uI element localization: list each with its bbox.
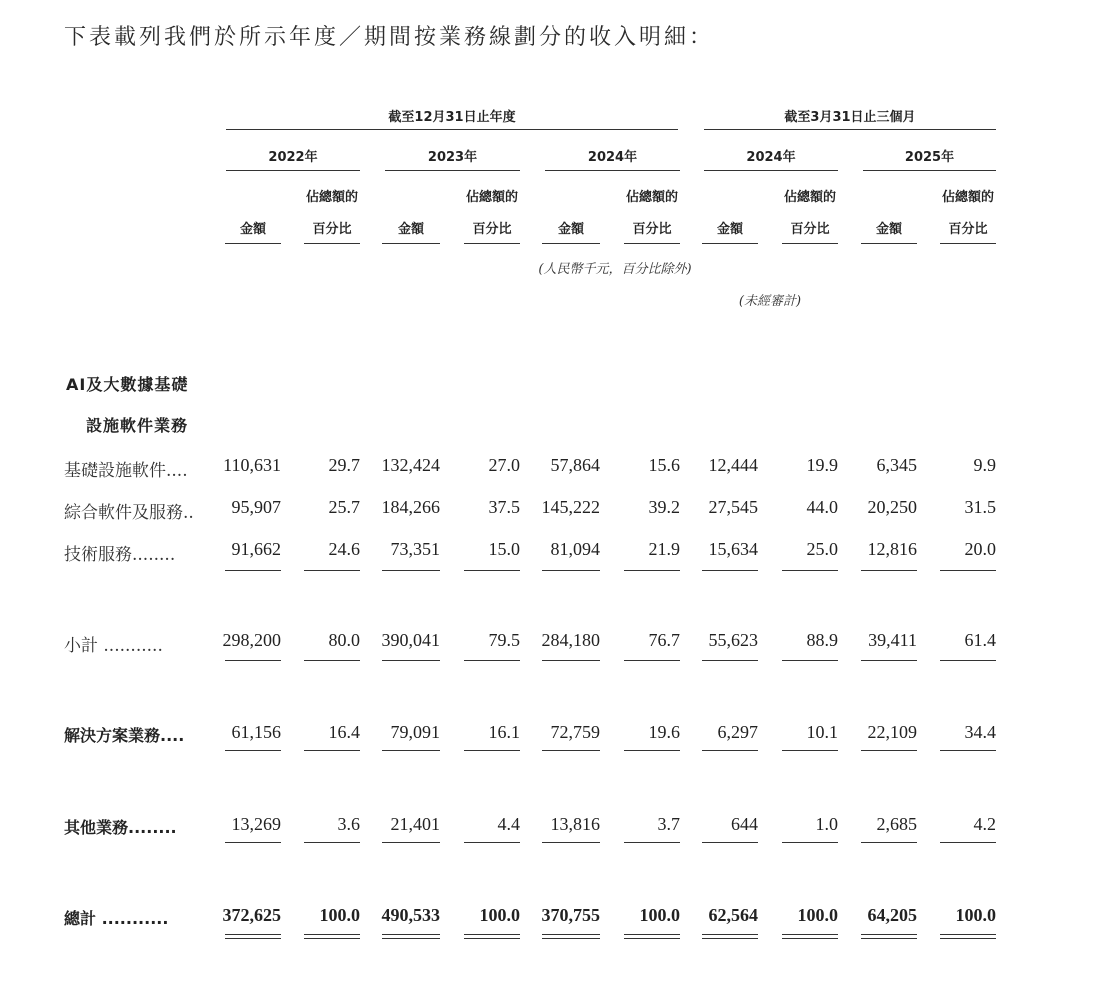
col-header-rule (542, 243, 600, 244)
cell-underline (940, 842, 996, 843)
cell-value: 25.7 (328, 497, 360, 517)
group-header-quarter: 截至3月31日止三個月 (784, 110, 916, 125)
intro-text: 下表載列我們於所示年度／期間按業務線劃分的收入明細： (64, 25, 715, 50)
cell-value: 19.9 (806, 455, 838, 475)
cell-underline (624, 934, 680, 939)
cell-underline (542, 660, 600, 661)
cell-value: 12,816 (867, 539, 917, 559)
cell-underline (225, 842, 281, 843)
cell-value: 2,685 (876, 814, 917, 834)
cell-value: 73,351 (390, 539, 440, 559)
cell-value: 132,424 (381, 455, 440, 475)
cell-underline (542, 934, 600, 939)
cell-value: 100.0 (639, 905, 680, 925)
cell-value: 61,156 (231, 722, 281, 742)
cell-underline (304, 750, 360, 751)
row-label: 綜合軟件及服務.. (64, 503, 194, 523)
cell-value: 100.0 (319, 905, 360, 925)
cell-value: 16.4 (328, 722, 360, 742)
cell-underline (542, 570, 600, 571)
col-header-amount: 金額 (875, 222, 902, 237)
cell-underline (382, 660, 440, 661)
col-header-pct: 百分比 (312, 222, 352, 237)
cell-value: 4.4 (497, 814, 520, 834)
col-header-pct: 佔總額的 (305, 190, 358, 205)
cell-underline (782, 570, 838, 571)
col-header-pct: 百分比 (472, 222, 512, 237)
col-header-pct: 百分比 (790, 222, 830, 237)
cell-value: 370,755 (541, 905, 600, 925)
cell-underline (624, 570, 680, 571)
section-title: 設施軟件業務 (86, 416, 189, 435)
cell-underline (464, 750, 520, 751)
cell-value: 79.5 (488, 630, 520, 650)
cell-underline (702, 750, 758, 751)
cell-underline (624, 842, 680, 843)
cell-underline (940, 750, 996, 751)
cell-underline (702, 842, 758, 843)
cell-underline (542, 750, 600, 751)
cell-value: 15.6 (648, 455, 680, 475)
cell-value: 12,444 (708, 455, 758, 475)
cell-value: 57,864 (550, 455, 600, 475)
col-header-pct: 百分比 (632, 222, 672, 237)
col-header-rule (624, 243, 680, 244)
col-header-amount: 金額 (716, 222, 743, 237)
col-header-rule (304, 243, 360, 244)
col-header-rule (940, 243, 996, 244)
cell-underline (225, 934, 281, 939)
cell-underline (940, 934, 996, 939)
year-header: 2022年 (268, 150, 318, 165)
cell-underline (225, 750, 281, 751)
cell-underline (861, 570, 917, 571)
cell-underline (782, 934, 838, 939)
cell-underline (225, 660, 281, 661)
row-label: 基礎設施軟件.... (64, 461, 188, 481)
cell-value: 15,634 (708, 539, 758, 559)
cell-value: 100.0 (479, 905, 520, 925)
cell-underline (782, 750, 838, 751)
cell-underline (940, 570, 996, 571)
cell-underline (382, 750, 440, 751)
cell-value: 79,091 (390, 722, 440, 742)
cell-value: 13,816 (550, 814, 600, 834)
cell-underline (304, 934, 360, 939)
cell-value: 298,200 (222, 630, 281, 650)
cell-value: 16.1 (488, 722, 520, 742)
year-header: 2025年 (904, 150, 955, 165)
cell-underline (940, 660, 996, 661)
col-header-amount: 金額 (557, 222, 584, 237)
cell-value: 95,907 (231, 497, 281, 517)
cell-underline (624, 660, 680, 661)
cell-value: 61.4 (964, 630, 996, 650)
cell-value: 100.0 (797, 905, 838, 925)
col-header-rule (382, 243, 440, 244)
col-header-pct: 佔總額的 (941, 190, 994, 205)
cell-value: 44.0 (806, 497, 838, 517)
cell-value: 15.0 (488, 539, 520, 559)
cell-value: 21.9 (648, 539, 680, 559)
year-header-rule (704, 170, 838, 171)
cell-underline (624, 750, 680, 751)
cell-value: 184,266 (381, 497, 440, 517)
cell-value: 21,401 (390, 814, 440, 834)
col-header-amount: 金額 (239, 222, 266, 237)
cell-value: 62,564 (708, 905, 758, 925)
cell-value: 25.0 (806, 539, 838, 559)
row-label: 解決方案業務.... (64, 726, 185, 745)
cell-value: 81,094 (550, 539, 600, 559)
cell-value: 145,222 (541, 497, 600, 517)
cell-underline (382, 934, 440, 939)
group-header-rule (704, 129, 996, 130)
cell-value: 72,759 (550, 722, 600, 742)
cell-value: 9.9 (973, 455, 996, 475)
col-header-pct: 佔總額的 (625, 190, 678, 205)
year-header-rule (545, 170, 680, 171)
cell-underline (382, 842, 440, 843)
cell-underline (382, 570, 440, 571)
cell-underline (225, 570, 281, 571)
cell-value: 3.6 (337, 814, 360, 834)
cell-value: 76.7 (648, 630, 680, 650)
year-header: 2024年 (746, 150, 796, 165)
cell-underline (702, 570, 758, 571)
cell-value: 27,545 (708, 497, 758, 517)
cell-value: 24.6 (328, 539, 360, 559)
cell-underline (782, 842, 838, 843)
col-header-rule (464, 243, 520, 244)
cell-underline (861, 750, 917, 751)
year-header-rule (863, 170, 996, 171)
cell-value: 55,623 (708, 630, 758, 650)
cell-underline (464, 660, 520, 661)
currency-note: (人民幣千元，百分比除外) (538, 262, 692, 277)
cell-value: 80.0 (328, 630, 360, 650)
cell-value: 284,180 (541, 630, 600, 650)
cell-value: 110,631 (223, 455, 281, 475)
year-header: 2024年 (587, 150, 638, 165)
cell-value: 31.5 (964, 497, 996, 517)
cell-underline (304, 842, 360, 843)
cell-value: 3.7 (657, 814, 680, 834)
group-header-year: 截至12月31日止年度 (388, 110, 516, 125)
cell-underline (861, 934, 917, 939)
col-header-pct: 百分比 (948, 222, 988, 237)
cell-value: 644 (731, 814, 758, 834)
col-header-pct: 佔總額的 (783, 190, 836, 205)
cell-underline (464, 842, 520, 843)
cell-underline (464, 934, 520, 939)
cell-value: 4.2 (973, 814, 996, 834)
cell-value: 39.2 (648, 497, 680, 517)
cell-value: 29.7 (328, 455, 360, 475)
cell-value: 390,041 (381, 630, 440, 650)
unaudited-note: (未經審計) (738, 294, 802, 309)
cell-value: 37.5 (488, 497, 520, 517)
cell-value: 6,297 (717, 722, 758, 742)
cell-value: 34.4 (964, 722, 996, 742)
year-header-rule (385, 170, 520, 171)
cell-underline (782, 660, 838, 661)
cell-underline (464, 570, 520, 571)
col-header-amount: 金額 (397, 222, 424, 237)
cell-value: 1.0 (815, 814, 838, 834)
cell-underline (861, 660, 917, 661)
group-header-rule (226, 129, 678, 130)
row-label: 其他業務........ (64, 818, 177, 837)
cell-underline (304, 570, 360, 571)
row-label: 總計 ........... (64, 909, 169, 928)
cell-value: 100.0 (955, 905, 996, 925)
cell-underline (542, 842, 600, 843)
cell-value: 372,625 (222, 905, 281, 925)
col-header-rule (861, 243, 917, 244)
cell-value: 27.0 (488, 455, 520, 475)
section-title: AI及大數據基礎 (66, 375, 189, 394)
year-header: 2023年 (427, 150, 478, 165)
year-header-rule (226, 170, 360, 171)
cell-value: 6,345 (876, 455, 917, 475)
cell-value: 13,269 (231, 814, 281, 834)
cell-underline (702, 934, 758, 939)
cell-value: 490,533 (381, 905, 440, 925)
row-label: 技術服務........ (64, 545, 176, 565)
cell-underline (702, 660, 758, 661)
col-header-rule (782, 243, 838, 244)
cell-value: 39,411 (868, 630, 917, 650)
cell-underline (304, 660, 360, 661)
row-label: 小計 ........... (64, 636, 163, 656)
cell-value: 20.0 (964, 539, 996, 559)
cell-underline (861, 842, 917, 843)
cell-value: 88.9 (806, 630, 838, 650)
col-header-rule (225, 243, 281, 244)
cell-value: 64,205 (867, 905, 917, 925)
cell-value: 19.6 (648, 722, 680, 742)
col-header-pct: 佔總額的 (465, 190, 518, 205)
cell-value: 10.1 (806, 722, 838, 742)
cell-value: 20,250 (867, 497, 917, 517)
col-header-rule (702, 243, 758, 244)
cell-value: 22,109 (867, 722, 917, 742)
cell-value: 91,662 (231, 539, 281, 559)
